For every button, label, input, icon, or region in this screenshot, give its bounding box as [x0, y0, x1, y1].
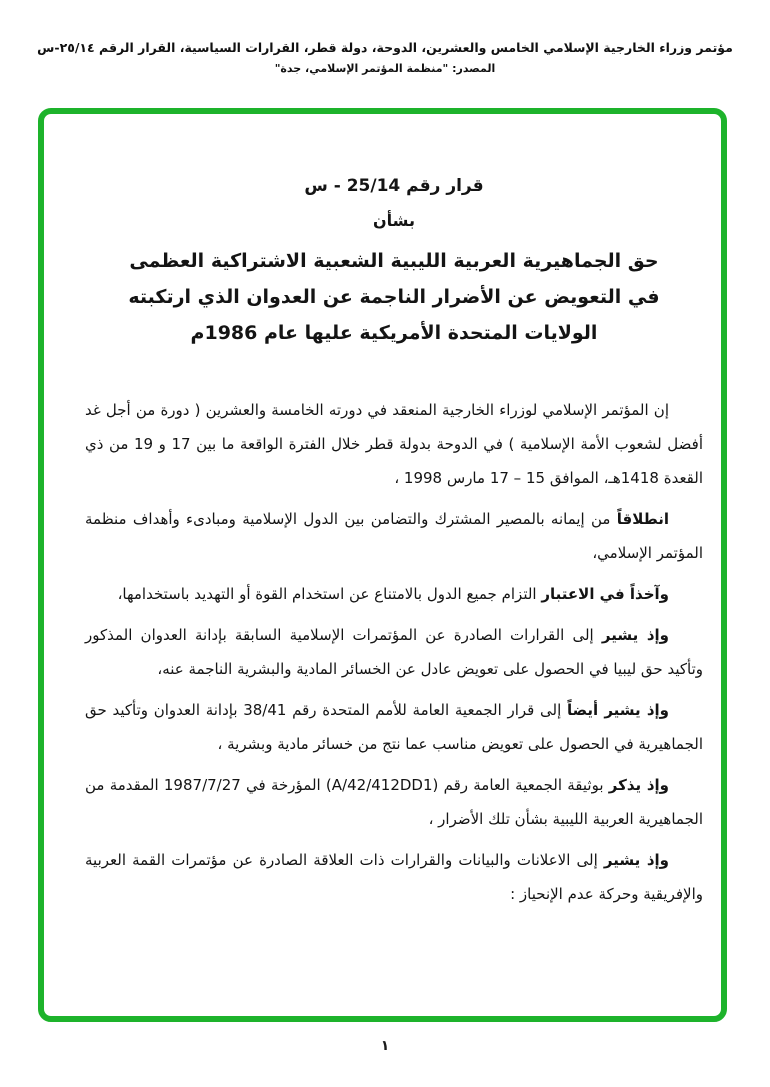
paragraph-lead: وإذ يشير — [601, 626, 669, 644]
paragraph-recalling-document — [85, 768, 703, 836]
document-header — [0, 40, 770, 75]
document-content — [44, 114, 721, 1016]
paragraph-text: إلى قرار الجمعية العامة للأمم المتحدة رقم 38/41 بإدانة العدوان وتأكيد حق الجماهيرية في الحصول على تعويض مناسب عما نتج من خسائر مادية وبشرية ، — [85, 701, 703, 753]
paragraph-text: التزام جميع الدول بالامتناع عن استخدام القوة أو التهديد باستخدامها، — [117, 585, 537, 603]
paragraph-text: إلى القرارات الصادرة عن المؤتمرات الإسلامية السابقة بإدانة العدوان المذكور وتأكيد حق ليبيا في الحصول على تعويض عادل عن الخسائر المادية والبشرية الناجمة عنه، — [85, 626, 703, 678]
resolution-number: قرار رقم 25/14 - س — [304, 176, 484, 196]
header-source-line: المصدر: "منظمة المؤتمر الإسلامي، جدة" — [274, 62, 496, 75]
page-number: ١ — [380, 1038, 390, 1054]
resolution-subject-line-3: الولايات المتحدة الأمريكية عليها عام 1986م — [190, 322, 598, 344]
paragraph-text: من إيمانه بالمصير المشترك والتضامن بين الدول الإسلامية ومبادىء وأهداف منظمة المؤتمر الإسلامي، — [85, 510, 703, 562]
paragraph-preamble — [85, 393, 703, 495]
paragraph-lead: وآخذاً في الاعتبار — [541, 585, 669, 603]
paragraph-lead: وإذ يذكر — [608, 776, 669, 794]
paragraph-proceeding — [85, 502, 703, 570]
paragraph-recalling-unga — [85, 693, 703, 761]
resolution-subject-line-2: في التعويض عن الأضرار الناجمة عن العدوان الذي ارتكبته — [128, 286, 660, 308]
header-conference-line: مؤتمر وزراء الخارجية الإسلامي الخامس والعشرين، الدوحة، دولة قطر، القرارات السياسية، القرار الرقم ٢٥/١٤-س — [37, 40, 733, 55]
paragraph-referring-declarations — [85, 843, 703, 911]
paragraph-lead: وإذ يشير — [603, 851, 669, 869]
paragraph-lead: وإذ يشير أيضاً — [566, 701, 669, 719]
resolution-subject-line-1: حق الجماهيرية العربية الليبية الشعبية الاشتراكية العظمى — [129, 250, 659, 272]
paragraph-text: إلى الاعلانات والبيانات والقرارات ذات العلاقة الصادرة عن مؤتمرات القمة العربية والإفريقية وحركة عدم الإنحياز : — [85, 851, 703, 903]
resolution-body — [85, 393, 703, 911]
paragraph-text: إن المؤتمر الإسلامي لوزراء الخارجية المنعقد في دورته الخامسة والعشرين ( دورة من أجل غد أفضل لشعوب الأمة الإسلامية ) في الدوحة بدولة قطر خلال الفترة الواقعة ما بين 17 و 19 من ذي القعدة 1418هـ، الموافق 15 – 17 مارس 1998 ، — [85, 401, 703, 487]
resolution-regarding: بشأن — [373, 211, 415, 230]
paragraph-text: بوثيقة الجمعية العامة رقم (A/42/412DD1) المؤرخة في 1987/7/27 المقدمة من الجماهيرية العربية الليبية بشأن تلك الأضرار ، — [85, 776, 703, 828]
resolution-title-block — [85, 176, 703, 351]
paragraph-lead: انطلاقاً — [616, 510, 669, 528]
paragraph-taking-into-account — [85, 577, 703, 611]
green-border-frame — [38, 108, 727, 1022]
paragraph-recalling-oic — [85, 618, 703, 686]
